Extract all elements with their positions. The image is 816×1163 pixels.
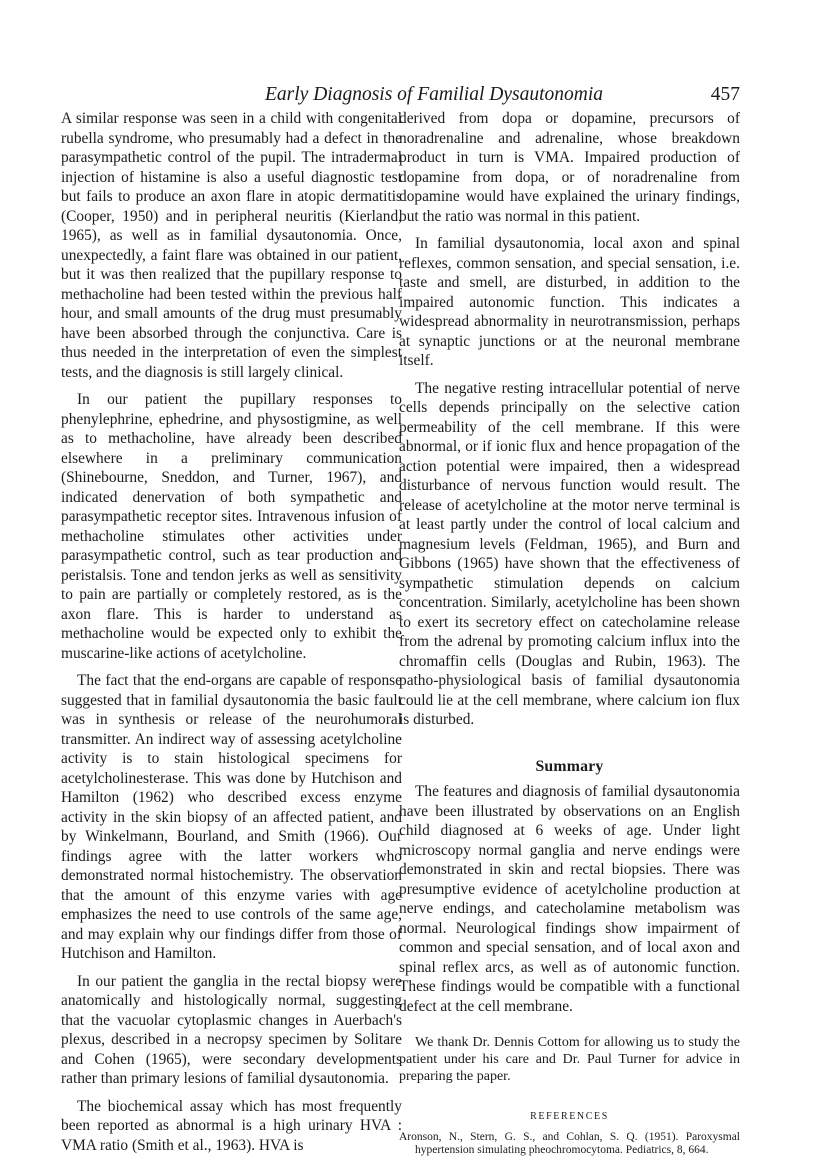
reference-entry: Aronson, N., Stern, G. S., and Cohlan, S. Q. (1951). Paroxysmal hypertension simulating pheochromocytoma. Pediatrics, 8, 664.: [399, 1130, 740, 1156]
body-paragraph: In familial dysautonomia, local axon and spinal reflexes, common sensation, and special sensation, i.e. taste and smell, are disturbed, in addition to the impaired autonomic function. This indicates a widespread abnormality in neurotransmission, perhaps at synaptic junctions or at the neuronal membrane itself.: [399, 235, 740, 369]
body-paragraph: The negative resting intracellular potential of nerve cells depends principally on the selective cation permeability of the cell membrane. If this were abnormal, or if ionic flux and hence propagation of the action potential were impaired, then a widespread disturbance of nervous function would result. The release of acetylcholine at the motor nerve terminal is at least partly under the control of local calcium and magnesium levels (Feldman, 1965), and Burn and Gibbons (1965) have shown that the effectiveness of sympathetic stimulation depends on calcium concentration. Similarly, acetylcholine has been shown to exert its secretory effect on catecholamine release from the adrenal by promoting calcium influx into the chromaffin cells (Douglas and Rubin, 1963). The patho-physiological basis of familial dysautonomia could lie at the cell membrane, where calcium ion flux is disturbed.: [399, 379, 740, 728]
page-number: 457: [710, 84, 740, 105]
references-heading: REFERENCES: [530, 1111, 609, 1122]
body-paragraph: In our patient the pupillary responses to phenylephrine, ephedrine, and physostigmine, as well as to methacholine, have already been described elsewhere in a preliminary communication (Shinebourne, Sneddon, and Turner, 1967), and indicated denervation of both sympathetic and parasympathetic receptor sites. Intravenous infusion of methacholine stimulates other activities under parasympathetic control, such as tear production and peristalsis. Tone and tendon jerks as well as sensitivity to pain are partially or completely restored, as is the axon flare. This is harder to understand as methacholine would be expected only to exhibit the muscarine-like actions of acetylcholine.: [61, 391, 402, 662]
body-paragraph: The fact that the end-organs are capable of response suggested that in familial dysautonomia the basic fault was in synthesis or release of the neurohumoral transmitter. An indirect way of assessing acetylcholine activity is to stain histological specimens for acetylcholinesterase. This was done by Hutchison and Hamilton (1962) who described excess enzyme activity in the skin biopsy of an affected patient, and by Winkelmann, Bourland, and Smith (1966). Our findings agree with the latter workers who demonstrated normal histochemistry. The observation that the amount of this enzyme varies with age emphasizes the need to use controls of the same age, and may explain why our findings differ from those of Hutchison and Hamilton.: [61, 672, 402, 962]
left-column: [61, 109, 402, 1163]
body-paragraph: derived from dopa or dopamine, precursors of noradrenaline and adrenaline, whose breakdown product in turn is VMA. Impaired production of dopamine from dopa, or of noradrenaline from dopamine would have explained the urinary findings, but the ratio was normal in this patient.: [399, 110, 740, 225]
body-paragraph: In our patient the ganglia in the rectal biopsy were anatomically and histologically normal, suggesting that the vacuolar cytoplasmic changes in Auerbach's plexus, described in a necropsy specimen by Solitare and Cohen (1965), were secondary developments rather than primary lesions of familial dysautonomia.: [61, 972, 402, 1087]
acknowledgement: We thank Dr. Dennis Cottom for allowing us to study the patient under his care and Dr. Paul Turner for advice in preparing the paper.: [399, 1035, 740, 1084]
running-header: [265, 84, 740, 108]
summary-paragraph: The features and diagnosis of familial dysautonomia have been illustrated by observations on an English child diagnosed at 6 weeks of age. Under light microscopy normal ganglia and nerve endings were demonstrated in skin and rectal biopsies. There was presumptive evidence of acetylcholine production at nerve endings, and catecholamine metabolism was normal. Neurological findings show impairment of common and special sensation, and of local axon and spinal reflex arcs, as well as of autonomic function. These findings would be compatible with a functional defect at the cell membrane.: [399, 783, 740, 1015]
summary-heading: Summary: [535, 757, 604, 775]
body-paragraph: The biochemical assay which has most frequently been reported as abnormal is a high urinary HVA : VMA ratio (Smith et al., 1963). HVA is: [61, 1097, 402, 1154]
running-title: Early Diagnosis of Familial Dysautonomia: [265, 84, 603, 105]
body-paragraph: A similar response was seen in a child with congenital rubella syndrome, who presumably had a defect in the parasympathetic control of the pupil. The intradermal injection of histamine is also a useful diagnostic test but fails to produce an axon flare in atopic dermatitis (Cooper, 1950) and in peripheral neuritis (Kierland, 1965), as well as in familial dysautonomia. Once, unexpectedly, a faint flare was obtained in our patient, but it was then realized that the pupillary response to methacholine had been tested within the previous half hour, and small amounts of the drug must presumably have been absorbed through the conjunctiva. Care is thus needed in the interpretation of even the simplest tests, and the diagnosis is still largely clinical.: [61, 110, 402, 381]
right-column: [399, 109, 740, 1158]
